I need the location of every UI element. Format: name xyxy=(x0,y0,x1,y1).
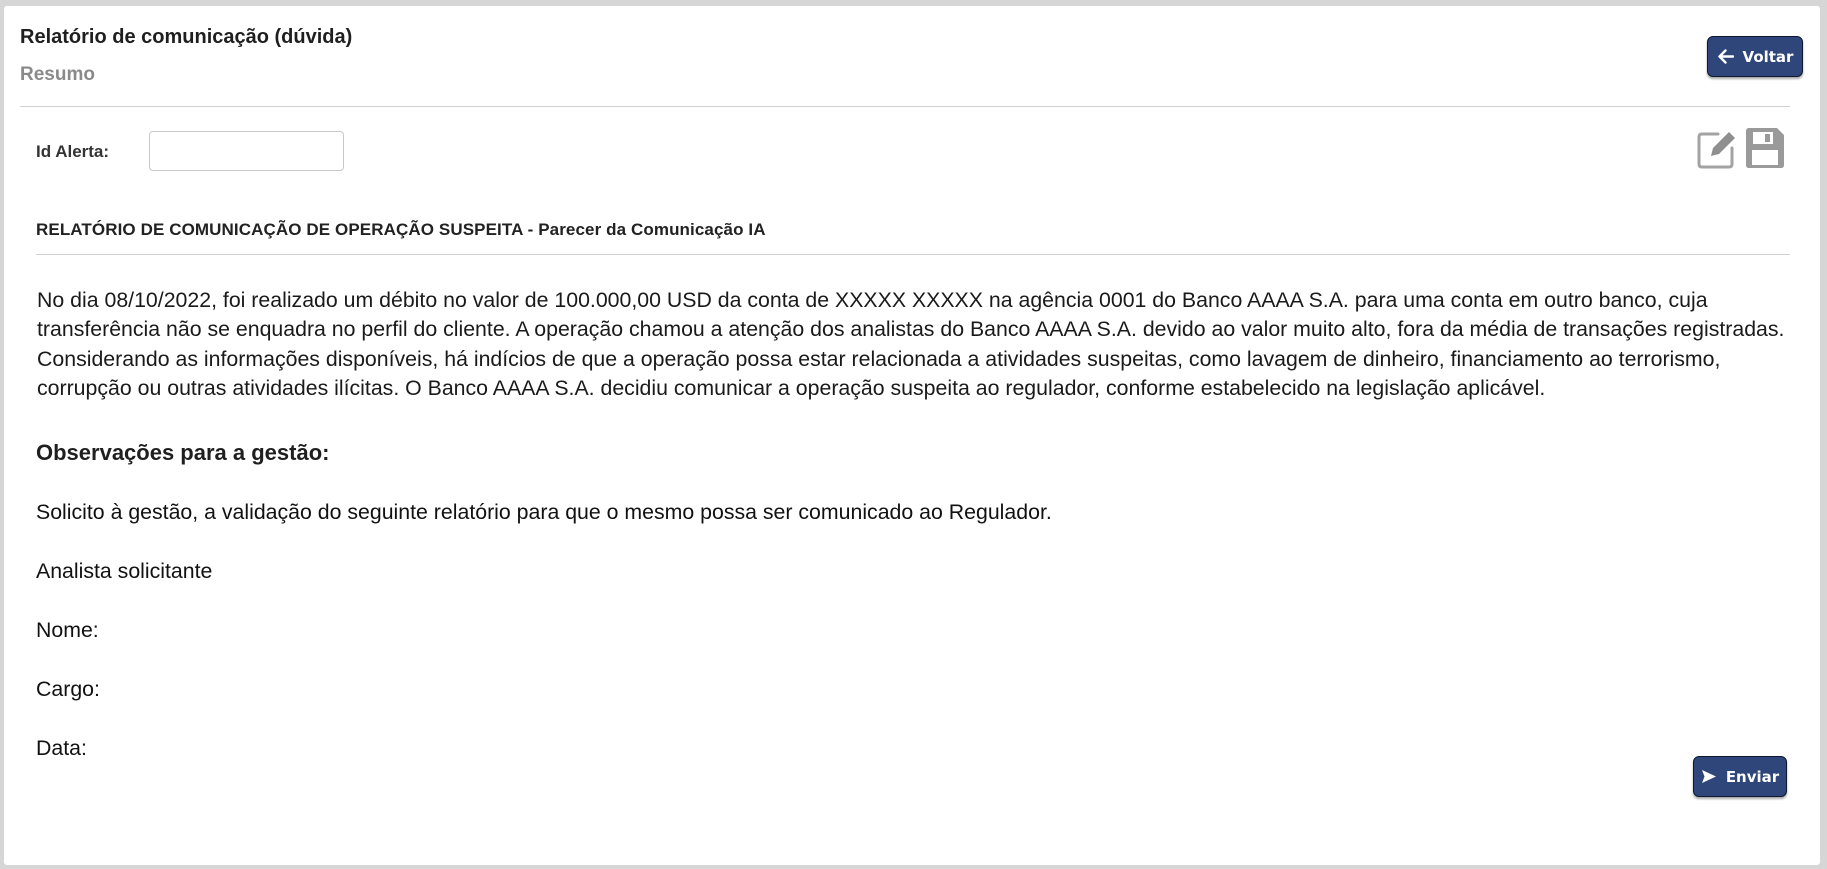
back-button[interactable] xyxy=(1707,36,1803,77)
report-panel xyxy=(4,6,1820,865)
role-label: Cargo: xyxy=(36,677,100,701)
report-heading: RELATÓRIO DE COMUNICAÇÃO DE OPERAÇÃO SUSPEITA - Parecer da Comunicação IA xyxy=(36,220,766,239)
header-divider xyxy=(20,106,1790,107)
arrow-left-icon xyxy=(1717,49,1734,64)
id-alerta-label: Id Alerta: xyxy=(36,142,110,161)
save-icon[interactable] xyxy=(1743,125,1787,171)
report-divider xyxy=(36,254,1790,255)
observations-request-text: Solicito à gestão, a validação do seguinte relatório para que o mesmo possa ser comunicado ao Regulador. xyxy=(36,500,1052,524)
id-alerta-input[interactable] xyxy=(149,131,344,171)
page-title: Relatório de comunicação (dúvida) xyxy=(20,26,353,48)
send-icon xyxy=(1701,769,1717,784)
page-subtitle: Resumo xyxy=(20,64,95,85)
analyst-label: Analista solicitante xyxy=(36,559,213,583)
send-button-label: Enviar xyxy=(1725,767,1780,786)
report-text-area[interactable] xyxy=(37,286,1785,423)
name-label: Nome: xyxy=(36,618,99,642)
back-button-label: Voltar xyxy=(1742,47,1794,66)
observations-title: Observações para a gestão: xyxy=(36,440,330,465)
send-button[interactable] xyxy=(1693,756,1787,797)
date-label: Data: xyxy=(36,736,87,760)
edit-icon[interactable] xyxy=(1696,128,1736,170)
report-body: No dia 08/10/2022, foi realizado um débito no valor de 100.000,00 USD da conta de XXXXX XXXXX na agência 0001 do Banco AAAA S.A. para uma conta em outro banco, cuja transferência não se enquadra no perfil do cliente. A operação chamou a atenção dos analistas do Banco AAAA S.A. devido ao valor muito alto, fora da média de transações registradas. Considerando as informações disponíveis, há indícios de que a operação possa estar relacionada a atividades suspeitas, como lavagem de dinheiro, financiamento ao terrorismo, corrupção ou outras atividades ilícitas. O Banco AAAA S.A. decidiu comunicar a operação suspeita ao regulador, conforme estabelecido na legislação aplicável. xyxy=(37,288,1785,400)
